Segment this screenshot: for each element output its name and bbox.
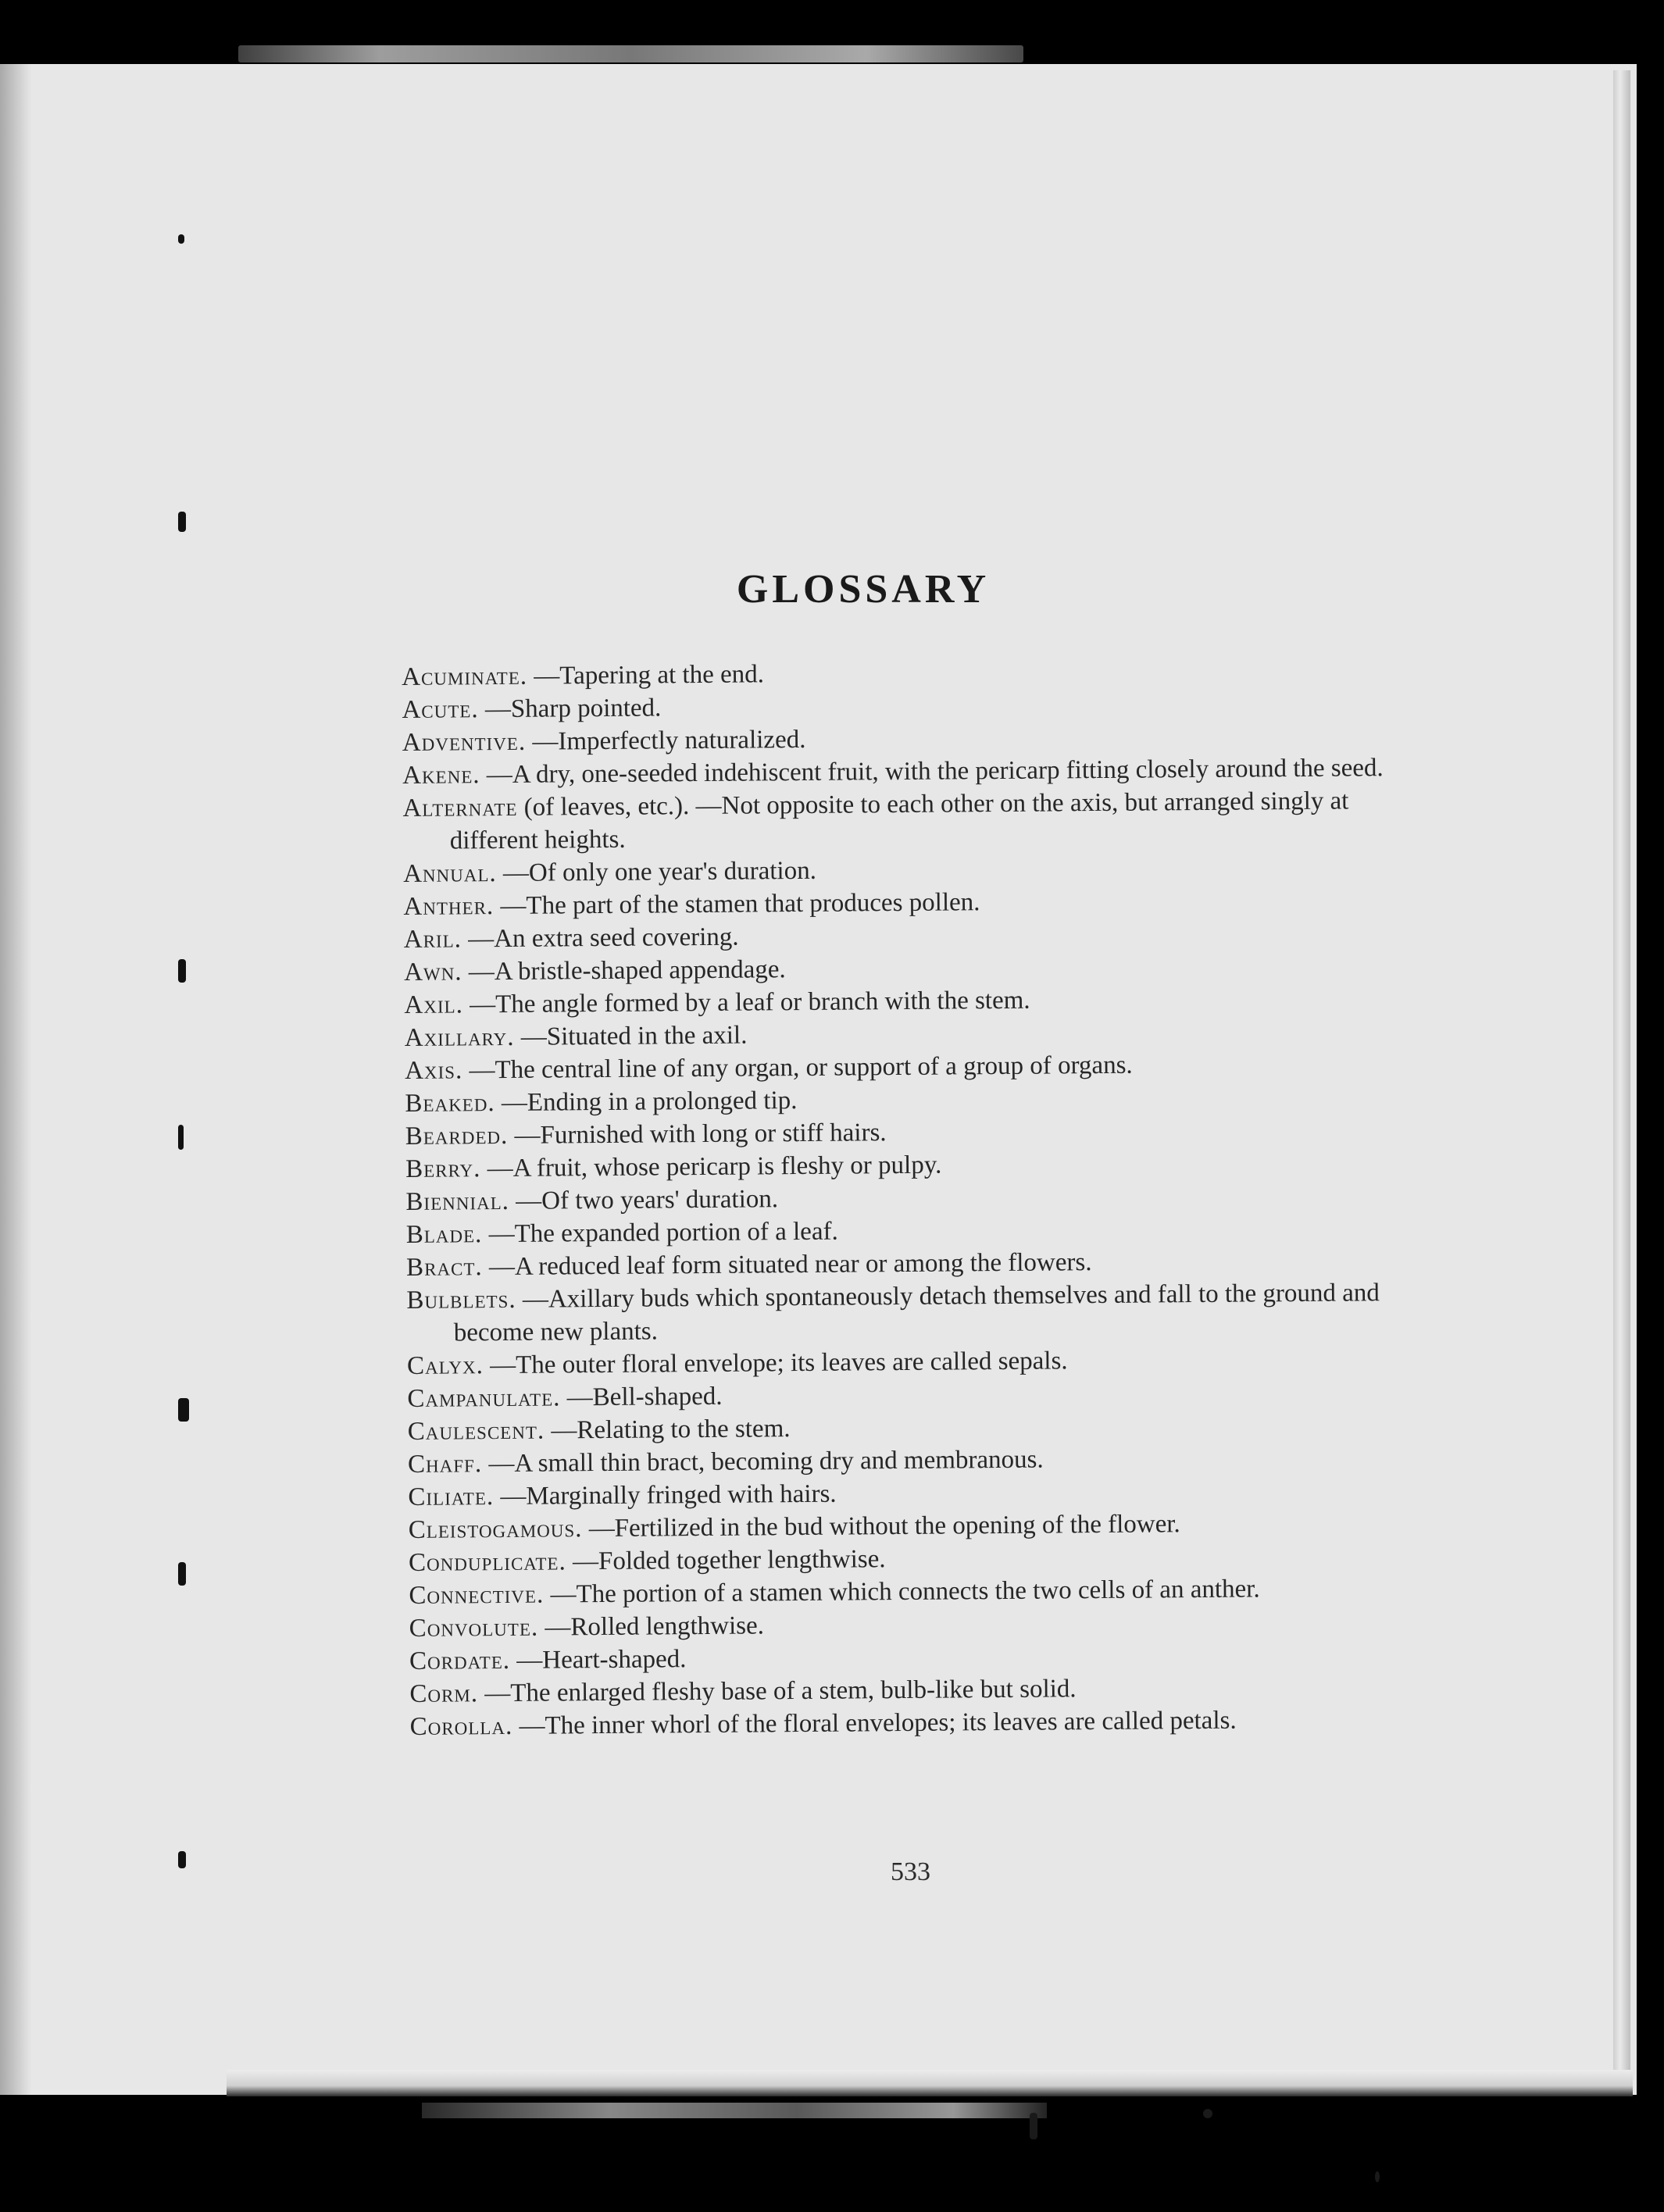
glossary-definition: —Marginally fringed with hairs.: [500, 1479, 837, 1511]
glossary-definition: —The central line of any organ, or support of a group of organs.: [469, 1051, 1133, 1085]
glossary-definition: —The part of the stamen that produces pollen.: [500, 888, 980, 921]
glossary-term: Aril.: [403, 925, 462, 954]
glossary-term: Campanulate.: [407, 1383, 561, 1413]
glossary-definition: —Folded together lengthwise.: [572, 1545, 886, 1576]
top-binding-strip: [238, 45, 1023, 62]
glossary-term: Bract.: [405, 1253, 483, 1282]
glossary-term: Connective.: [409, 1580, 545, 1610]
binding-mark: [178, 959, 186, 983]
binding-mark: [178, 234, 184, 244]
glossary-definition: —Of only one year's duration.: [502, 856, 817, 887]
glossary-definition: —The outer floral envelope; its leaves are called sepals.: [490, 1347, 1068, 1380]
glossary-definition: —Rolled lengthwise.: [545, 1611, 765, 1642]
glossary-definition: —The portion of a stamen which connects the two cells of an anther.: [550, 1575, 1260, 1609]
bottom-binding-strip: [422, 2103, 1047, 2118]
glossary-term: Axil.: [404, 990, 464, 1019]
glossary-term: Beaked.: [405, 1089, 495, 1118]
glossary-definition: —Fertilized in the bud without the opening of the flower.: [588, 1510, 1180, 1543]
glossary-term: Acuminate.: [402, 662, 528, 691]
glossary-term: Conduplicate.: [408, 1547, 566, 1577]
glossary-term: Anther.: [403, 892, 495, 921]
glossary-term: Corm.: [409, 1679, 479, 1708]
glossary-definition: —A fruit, whose pericarp is fleshy or pulpy.: [487, 1151, 942, 1183]
scan-speck: [1203, 2109, 1212, 2118]
glossary-definition: —The expanded portion of a leaf.: [488, 1217, 838, 1249]
page-bottom-edge: [227, 2070, 1633, 2096]
binding-mark: [178, 1851, 186, 1868]
binding-mark: [178, 512, 186, 532]
glossary-term: Axis.: [404, 1056, 463, 1085]
glossary-term: Blade.: [405, 1220, 483, 1249]
glossary-definition: —Ending in a prolonged tip.: [501, 1086, 798, 1118]
glossary-definition: —Relating to the stem.: [551, 1415, 791, 1445]
glossary-term: Corolla.: [409, 1711, 513, 1741]
glossary-term: Biennial.: [405, 1186, 510, 1216]
glossary-term: Cleistogamous.: [408, 1515, 583, 1544]
scan-speck: [1375, 2171, 1380, 2182]
glossary-definition: —Situated in the axil.: [520, 1021, 748, 1051]
glossary-term: Ciliate.: [408, 1482, 495, 1511]
glossary-term: Annual.: [403, 859, 497, 888]
page-gutter-shade: [0, 64, 31, 2095]
glossary-term: Berry.: [405, 1154, 481, 1183]
binding-mark: [178, 1398, 189, 1422]
glossary-term: Acute.: [402, 695, 479, 724]
glossary-definition: —The angle formed by a leaf or branch with the stem.: [469, 986, 1030, 1019]
glossary-term: Caulescent.: [407, 1416, 545, 1446]
glossary-definition: —Axillary buds which spontaneously detach themselves and fall to the ground and become new plants.: [453, 1279, 1380, 1347]
glossary-definition: —A bristle-shaped appendage.: [468, 955, 786, 986]
glossary-term: Calyx.: [406, 1351, 484, 1380]
page-number: 533: [891, 1857, 930, 1886]
glossary-definition: —Bell-shaped.: [566, 1382, 723, 1412]
binding-mark: [178, 1125, 184, 1150]
page-edge: [1613, 70, 1630, 2078]
glossary-definition: —A dry, one-seeded indehiscent fruit, with the pericarp fitting closely around the seed.: [486, 754, 1384, 790]
binding-marks: [178, 234, 194, 1875]
glossary-definition: —The inner whorl of the floral envelopes; its leaves are called petals.: [519, 1706, 1237, 1740]
glossary-definition: —Furnished with long or stiff hairs.: [514, 1118, 887, 1150]
glossary-definition: —Sharp pointed.: [484, 694, 662, 724]
glossary-definition: —Imperfectly naturalized.: [532, 725, 806, 756]
glossary-term: Awn.: [403, 958, 462, 986]
glossary-term: Akene.: [402, 761, 480, 790]
glossary-term: Alternate: [402, 793, 518, 822]
glossary-definition: —An extra seed covering.: [468, 922, 739, 954]
glossary-term: Chaff.: [407, 1450, 483, 1479]
glossary-definition: —The enlarged fleshy base of a stem, bulb-like but solid.: [484, 1675, 1077, 1708]
glossary-definition: (of leaves, etc.). —Not opposite to each other on the axis, but arranged singly at different heights.: [449, 787, 1349, 855]
glossary-definition: —A small thin bract, becoming dry and membranous.: [488, 1445, 1044, 1479]
glossary-definition: —Of two years' duration.: [516, 1185, 779, 1215]
glossary-term: Adventive.: [402, 727, 527, 757]
page-title: GLOSSARY: [736, 567, 991, 612]
glossary-entries: [402, 653, 1418, 1743]
glossary-term: Bearded.: [405, 1121, 509, 1151]
glossary-definition: —Heart-shaped.: [516, 1645, 687, 1675]
glossary-definition: —Tapering at the end.: [534, 660, 765, 690]
glossary-term: Cordate.: [409, 1646, 511, 1675]
glossary-term: Convolute.: [409, 1613, 539, 1643]
glossary-definition: —A reduced leaf form situated near or among the flowers.: [488, 1248, 1092, 1282]
glossary-term: Bulblets.: [406, 1285, 516, 1315]
binding-mark: [178, 1562, 186, 1586]
glossary-entry: [406, 1276, 1415, 1350]
glossary-term: Axillary.: [404, 1022, 515, 1052]
glossary-entry: [402, 784, 1411, 858]
scan-speck: [1030, 2113, 1037, 2139]
